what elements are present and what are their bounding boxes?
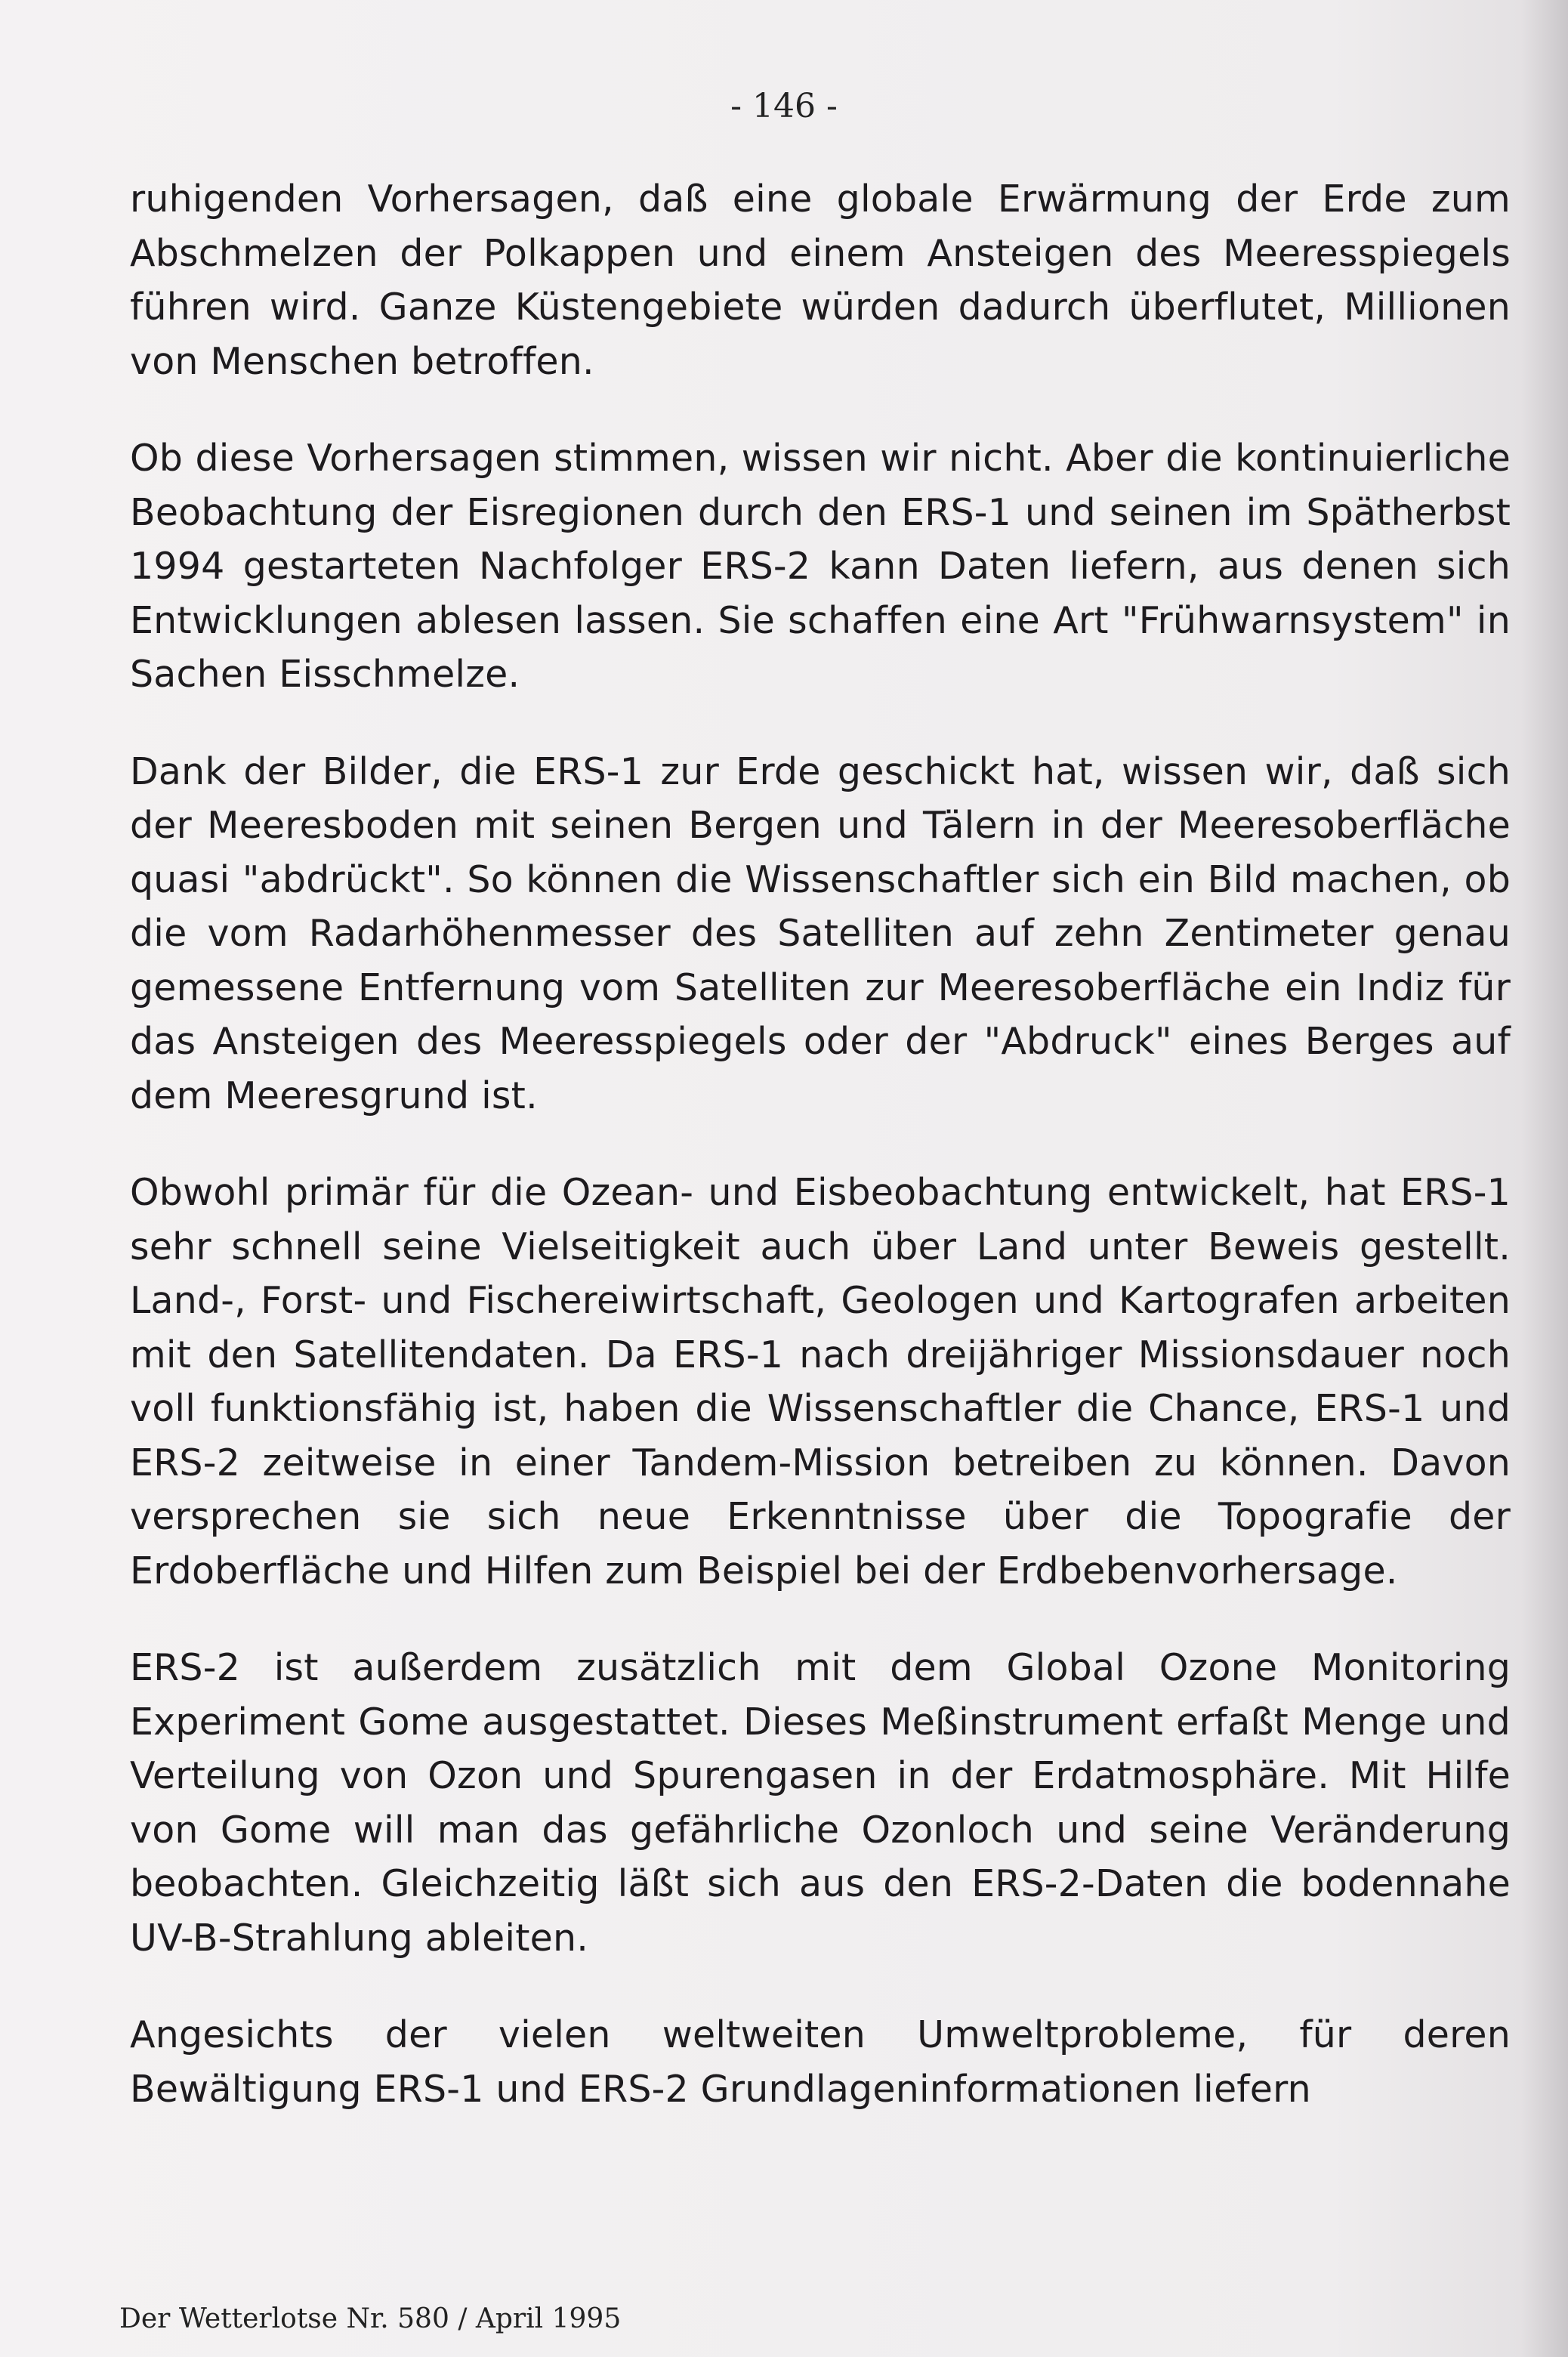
- footer-citation: Der Wetterlotse Nr. 580 / April 1995: [119, 2303, 622, 2334]
- paragraph: ruhigenden Vorhersagen, daß eine globale Erwärmung der Erde zum Abschmelzen der Polkappen und einem Ansteigen des Meeresspiegels führen wird. Ganze Küstengebiete würden dadurch überflutet, Millionen von Menschen betroffen.: [130, 178, 1511, 383]
- paragraph: Angesichts der vielen weltweiten Umweltprobleme, für deren Bewältigung ERS-1 und ERS-2 Grundlageninformationen liefern: [130, 2013, 1511, 2111]
- body-text: [130, 172, 1511, 2116]
- paragraph: ERS-2 ist außerdem zusätzlich mit dem Global Ozone Monitoring Experiment Gome ausgestattet. Dieses Meßinstrument erfaßt Menge und Verteilung von Ozon und Spurengasen in der Erdatmosphäre. Mit Hilfe von Gome will man das gefährliche Ozonloch und seine Veränderung beobachten. Gleichzeitig läßt sich aus den ERS-2-Daten die bodennahe UV-B-Strahlung ableiten.: [130, 1646, 1511, 1960]
- paragraph: Dank der Bilder, die ERS-1 zur Erde geschickt hat, wissen wir, daß sich der Meeresboden mit seinen Bergen und Tälern in der Meeresoberfläche quasi "abdrückt". So können die Wissenschaftler sich ein Bild machen, ob die vom Radarhöhenmesser des Satelliten auf zehn Zentimeter genau gemessene Entfernung vom Satelliten zur Meeresoberfläche ein Indiz für das Ansteigen des Meeresspiegels oder der "Abdruck" eines Berges auf dem Meeresgrund ist.: [130, 749, 1511, 1117]
- paragraph: Obwohl primär für die Ozean- und Eisbeobachtung entwickelt, hat ERS-1 sehr schnell seine Vielseitigkeit auch über Land unter Beweis gestellt. Land-, Forst- und Fischereiwirtschaft, Geologen und Kartografen arbeiten mit den Satellitendaten. Da ERS-1 nach dreijähriger Missionsdauer noch voll funktionsfähig ist, haben die Wissenschaftler die Chance, ERS-1 und ERS-2 zeitweise in einer Tandem-Mission betreiben zu können. Davon versprechen sie sich neue Erkenntnisse über die Topografie der Erdoberfläche und Hilfen zum Beispiel bei der Erdbebenvorhersage.: [130, 1171, 1511, 1592]
- page-number: - 146 -: [730, 87, 838, 125]
- paragraph: Ob diese Vorhersagen stimmen, wissen wir nicht. Aber die kontinuierliche Beobachtung der Eisregionen durch den ERS-1 und seinen im Spätherbst 1994 gestarteten Nachfolger ERS-2 kann Daten liefern, aus denen sich Entwicklungen ablesen lassen. Sie schaffen eine Art "Frühwarnsystem" in Sachen Eisschmelze.: [130, 437, 1511, 696]
